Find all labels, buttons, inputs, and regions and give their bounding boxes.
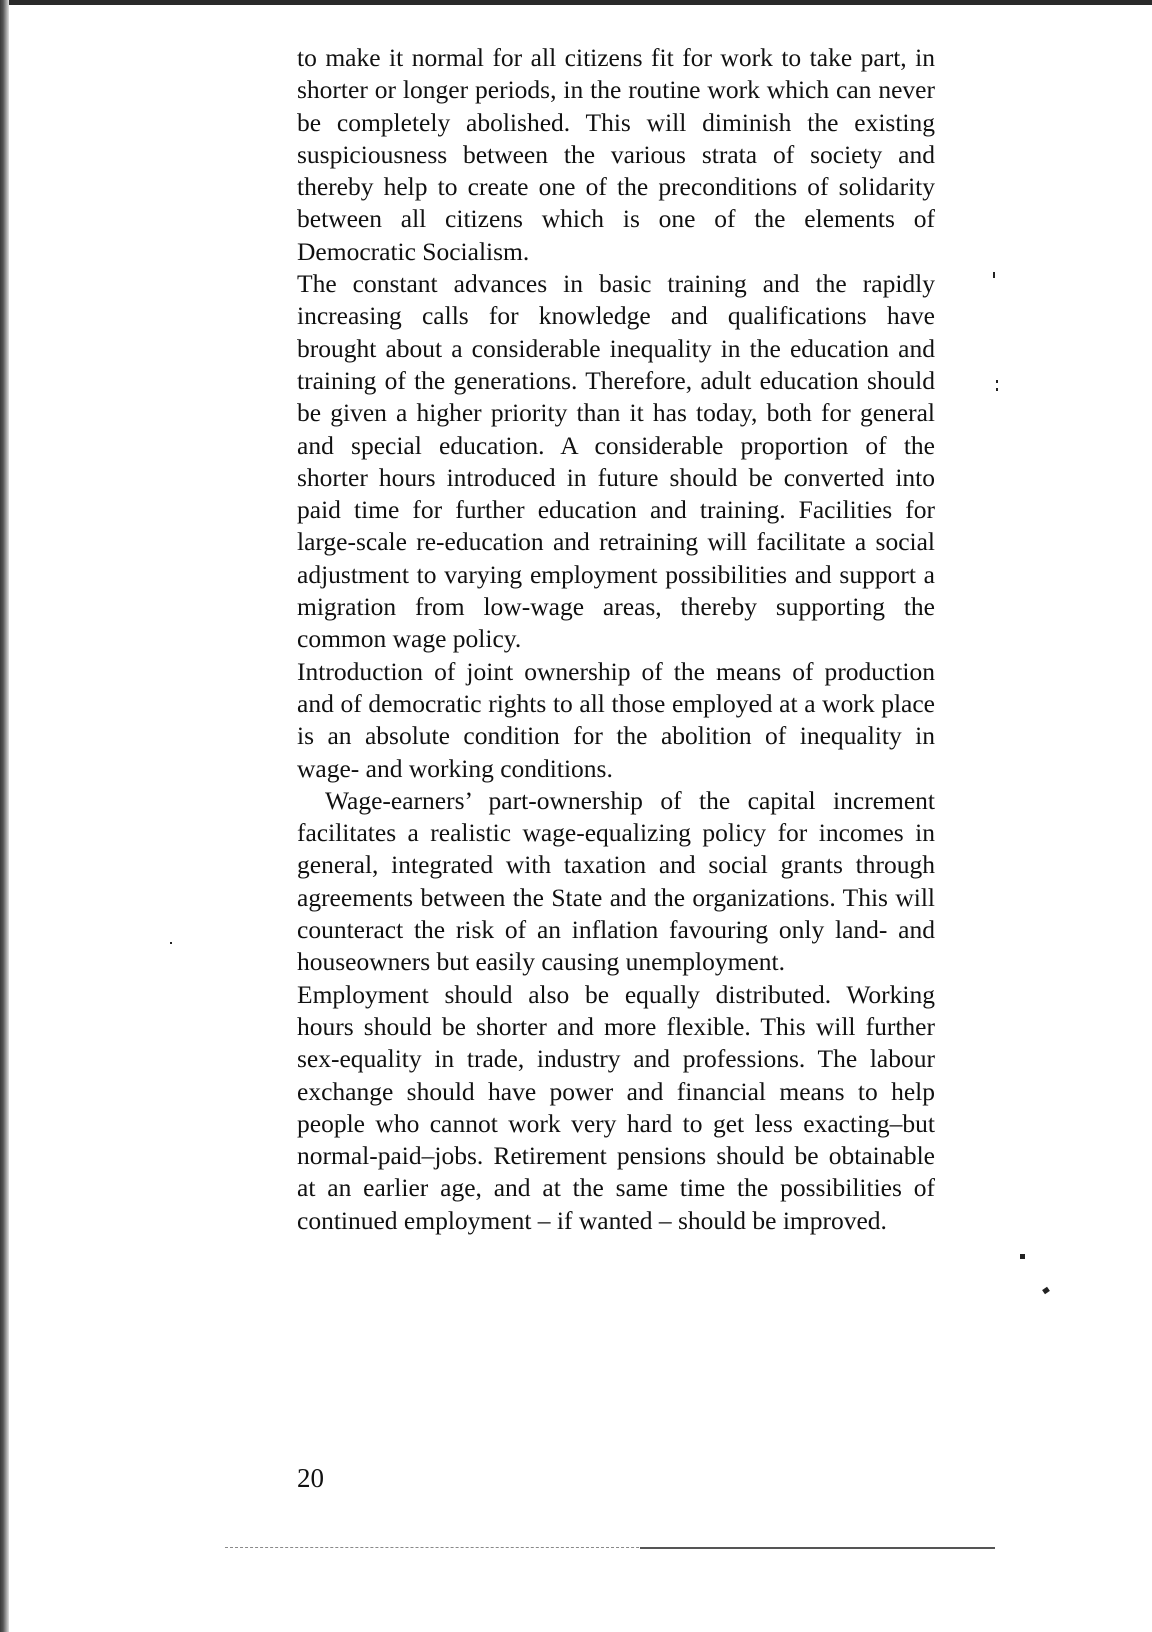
paragraph-4: Wage-earners’ part-ownership of the capital increment facilitates a realistic wage-equalizing policy for incomes in general, integrated with taxation and social grants through agreements between the State and the organizations. This will counteract the risk of an inflation favouring only land- and houseowners but easily causing unemployment. — [297, 785, 935, 977]
scan-top-edge — [0, 0, 1152, 5]
margin-speck — [170, 942, 172, 944]
margin-speck — [1020, 1254, 1025, 1259]
margin-speck — [996, 388, 998, 391]
margin-speck — [996, 380, 998, 383]
page-number: 20 — [297, 1463, 324, 1493]
bottom-rule-solid — [640, 1547, 995, 1549]
paragraph-3: Introduction of joint ownership of the means of production and of democratic rights to all those employed at a work place is an absolute condition for the abolition of inequality in wage- and working conditions. — [297, 656, 935, 783]
scan-left-edge — [0, 0, 9, 1632]
margin-speck — [993, 272, 995, 278]
paragraph-2: The constant advances in basic training and the rapidly increasing calls for knowledge and qualifications have brought about a considerable inequality in the education and training of the generations. Therefore, adult education should be given a higher priority than it has today, both for general and special education. A considerable proportion of the shorter hours introduced in future should be converted into paid time for further education and training. Facilities for large-scale re-education and retraining will facilitate a social adjustment to varying employment possibilities and support a migration from low-wage areas, thereby supporting the common wage policy. — [297, 269, 935, 654]
margin-speck — [1042, 1287, 1050, 1295]
paragraph-1: to make it normal for all citizens fit for work to take part, in shorter or longer periods, in the routine work which can never be completely abolished. This will diminish the existing suspiciousness between the various strata of society and thereby help to create one of the preconditions of solidarity between all citizens which is one of the elements of Democratic Socialism. — [297, 43, 935, 266]
body-text — [297, 42, 935, 1237]
paragraph-5: Employment should also be equally distributed. Working hours should be shorter and more flexible. This will further sex-equality in trade, industry and professions. The labour exchange should have power and financial means to help people who cannot work very hard to get less exacting–but normal-paid–jobs. Retirement pensions should be obtainable at an earlier age, and at the same time the possibilities of continued employment – if wanted – should be improved. — [297, 979, 935, 1235]
